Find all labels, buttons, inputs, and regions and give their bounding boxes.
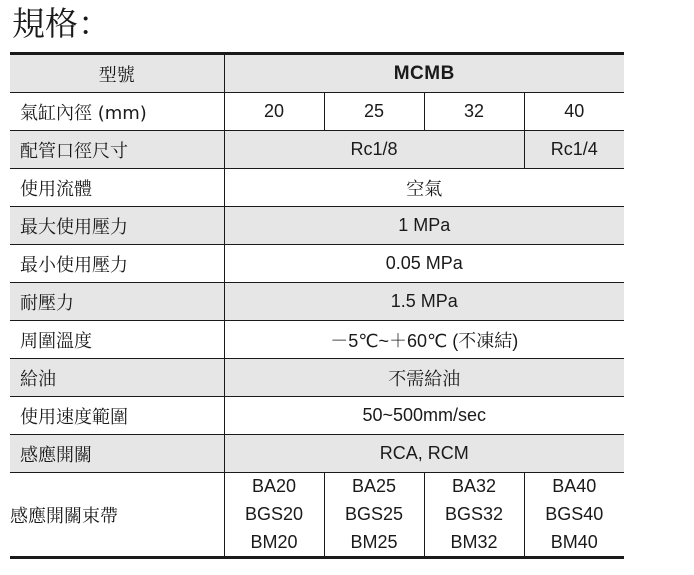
bore-value-20: 20 (224, 93, 324, 131)
row-ambient-temp (10, 321, 624, 359)
fluid-value: 空氣 (224, 169, 624, 207)
speed-value: 50~500mm/sec (224, 397, 624, 435)
proof-pressure-value: 1.5 MPa (224, 283, 624, 321)
band-item: BA25 (351, 476, 397, 496)
bore-value-32: 32 (424, 93, 524, 131)
fluid-label: 使用流體 (10, 169, 224, 207)
band-item: BGS32 (444, 504, 504, 524)
row-switch-band (10, 473, 624, 558)
min-pressure-label: 最小使用壓力 (10, 245, 224, 283)
switch-value: RCA, RCM (224, 435, 624, 473)
band-item: BM32 (450, 532, 498, 552)
band-item: BA20 (251, 476, 297, 496)
switch-band-col-40 (524, 473, 624, 558)
port-value-a: Rc1/8 (224, 131, 524, 169)
max-pressure-label: 最大使用壓力 (10, 207, 224, 245)
row-bore (10, 93, 624, 131)
lubrication-label: 給油 (10, 359, 224, 397)
band-item: BM40 (550, 532, 598, 552)
ambient-temp-value: －5℃~＋60℃ (不凍結) (224, 321, 624, 359)
switch-label: 感應開關 (10, 435, 224, 473)
page-title: 規格： (12, 4, 111, 43)
band-item: BGS20 (244, 504, 304, 524)
ambient-temp-label: 周圍溫度 (10, 321, 224, 359)
bore-label: 氣缸內徑 (mm) (10, 93, 224, 131)
switch-band-col-20 (224, 473, 324, 558)
bore-value-40: 40 (524, 93, 624, 131)
max-pressure-value: 1 MPa (224, 207, 624, 245)
speed-label: 使用速度範圍 (10, 397, 224, 435)
port-value-b: Rc1/4 (524, 131, 624, 169)
row-switch (10, 435, 624, 473)
row-lubrication (10, 359, 624, 397)
min-pressure-value: 0.05 MPa (224, 245, 624, 283)
bore-value-25: 25 (324, 93, 424, 131)
band-item: BA32 (451, 476, 497, 496)
row-min-pressure (10, 245, 624, 283)
switch-band-col-25 (324, 473, 424, 558)
band-item: BM25 (350, 532, 398, 552)
spec-table (10, 52, 624, 559)
row-speed (10, 397, 624, 435)
row-proof-pressure (10, 283, 624, 321)
lubrication-value: 不需給油 (224, 359, 624, 397)
proof-pressure-label: 耐壓力 (10, 283, 224, 321)
row-model (10, 54, 624, 93)
row-fluid (10, 169, 624, 207)
row-max-pressure (10, 207, 624, 245)
band-item: BA40 (552, 476, 597, 496)
band-item: BM20 (250, 532, 298, 552)
model-label: 型號 (10, 54, 224, 93)
switch-band-label: 感應開關束帶 (10, 473, 224, 558)
band-item: BGS25 (344, 504, 404, 524)
row-port (10, 131, 624, 169)
port-label: 配管口徑尺寸 (10, 131, 224, 169)
model-value: MCMB (224, 54, 624, 93)
band-item: BGS40 (545, 504, 604, 524)
switch-band-col-32 (424, 473, 524, 558)
